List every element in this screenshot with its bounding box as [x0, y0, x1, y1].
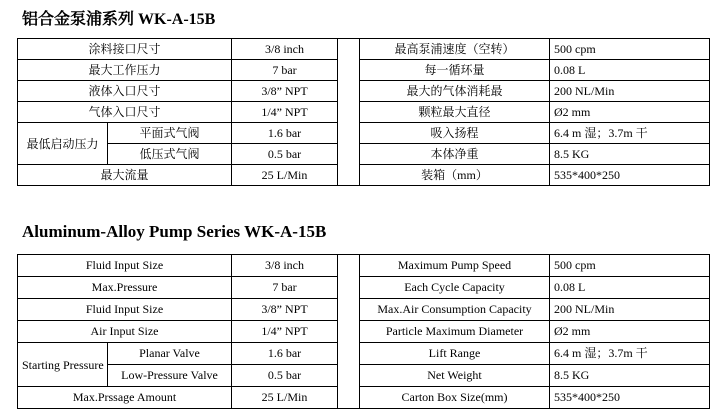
spec-label: Fluid Input Size — [18, 299, 232, 321]
spec-value: 500 cpm — [550, 255, 710, 277]
spec-label: Fluid Input Size — [18, 255, 232, 277]
table-row — [18, 144, 710, 165]
spec-value: 200 NL/Min — [550, 299, 710, 321]
planar-valve-label: 平面式气阀 — [108, 123, 232, 144]
column-divider — [338, 255, 360, 409]
spec-value: 7 bar — [232, 277, 338, 299]
spec-value: 0.08 L — [550, 277, 710, 299]
spec-label: 最高泵浦速度（空转） — [360, 39, 550, 60]
spec-value: 8.5 KG — [550, 365, 710, 387]
spec-value: 3/8” NPT — [232, 299, 338, 321]
low-pressure-valve-label: 低压式气阀 — [108, 144, 232, 165]
table-row — [18, 102, 710, 123]
english-spec-table — [17, 254, 710, 409]
spec-value: 500 cpm — [550, 39, 710, 60]
spec-label: 每一循环量 — [360, 60, 550, 81]
spec-label: 最大的气体消耗最 — [360, 81, 550, 102]
table-row — [18, 255, 710, 277]
table-row — [18, 277, 710, 299]
spec-label: 最大流量 — [18, 165, 232, 186]
spec-label: Lift Range — [360, 343, 550, 365]
spec-label: 最大工作压力 — [18, 60, 232, 81]
spec-value: 535*400*250 — [550, 387, 710, 409]
starting-pressure-label: 最低启动压力 — [18, 123, 108, 165]
table-row — [18, 387, 710, 409]
spec-value: 1/4” NPT — [232, 102, 338, 123]
spec-value: 7 bar — [232, 60, 338, 81]
spec-value: Ø2 mm — [550, 102, 710, 123]
planar-valve-value: 1.6 bar — [232, 123, 338, 144]
spec-value: 25 L/Min — [232, 387, 338, 409]
spec-label: Carton Box Size(mm) — [360, 387, 550, 409]
spec-value: 200 NL/Min — [550, 81, 710, 102]
chinese-title: 铝合金泵浦系列 WK-A-15B — [22, 11, 216, 28]
table-row — [18, 123, 710, 144]
spec-label: 涂料接口尺寸 — [18, 39, 232, 60]
table-row — [18, 343, 710, 365]
table-row — [18, 299, 710, 321]
spec-label: Max.Air Consumption Capacity — [360, 299, 550, 321]
spec-value: 6.4 m 湿；3.7m 干 — [550, 343, 710, 365]
spec-label: 液体入口尺寸 — [18, 81, 232, 102]
spec-value: 3/8 inch — [232, 39, 338, 60]
low-pressure-valve-value: 0.5 bar — [232, 144, 338, 165]
spec-value: 1/4” NPT — [232, 321, 338, 343]
low-pressure-valve-value: 0.5 bar — [232, 365, 338, 387]
table-row — [18, 81, 710, 102]
spec-value: 8.5 KG — [550, 144, 710, 165]
spec-label: Max.Prssage Amount — [18, 387, 232, 409]
spec-label: Each Cycle Capacity — [360, 277, 550, 299]
english-title: Aluminum-Alloy Pump Series WK-A-15B — [22, 222, 327, 241]
spec-label: Air Input Size — [18, 321, 232, 343]
table-row — [18, 39, 710, 60]
spec-label: 吸入扬程 — [360, 123, 550, 144]
table-row — [18, 60, 710, 81]
table-row — [18, 321, 710, 343]
spec-value: 25 L/Min — [232, 165, 338, 186]
spec-label: Net Weight — [360, 365, 550, 387]
spec-value: 6.4 m 湿；3.7m 干 — [550, 123, 710, 144]
spec-value: 3/8” NPT — [232, 81, 338, 102]
spec-label: 本体净重 — [360, 144, 550, 165]
spec-label: Particle Maximum Diameter — [360, 321, 550, 343]
spec-label: 颗粒最大直径 — [360, 102, 550, 123]
spec-value: 535*400*250 — [550, 165, 710, 186]
column-divider — [338, 39, 360, 186]
spec-label: Max.Pressure — [18, 277, 232, 299]
starting-pressure-label: Starting Pressure — [18, 343, 108, 387]
planar-valve-value: 1.6 bar — [232, 343, 338, 365]
spec-label: 气体入口尺寸 — [18, 102, 232, 123]
chinese-spec-table — [17, 38, 710, 186]
spec-label: 装箱（mm） — [360, 165, 550, 186]
spec-value: Ø2 mm — [550, 321, 710, 343]
table-row — [18, 365, 710, 387]
low-pressure-valve-label: Low-Pressure Valve — [108, 365, 232, 387]
planar-valve-label: Planar Valve — [108, 343, 232, 365]
spec-value: 3/8 inch — [232, 255, 338, 277]
table-row — [18, 165, 710, 186]
spec-value: 0.08 L — [550, 60, 710, 81]
spec-label: Maximum Pump Speed — [360, 255, 550, 277]
